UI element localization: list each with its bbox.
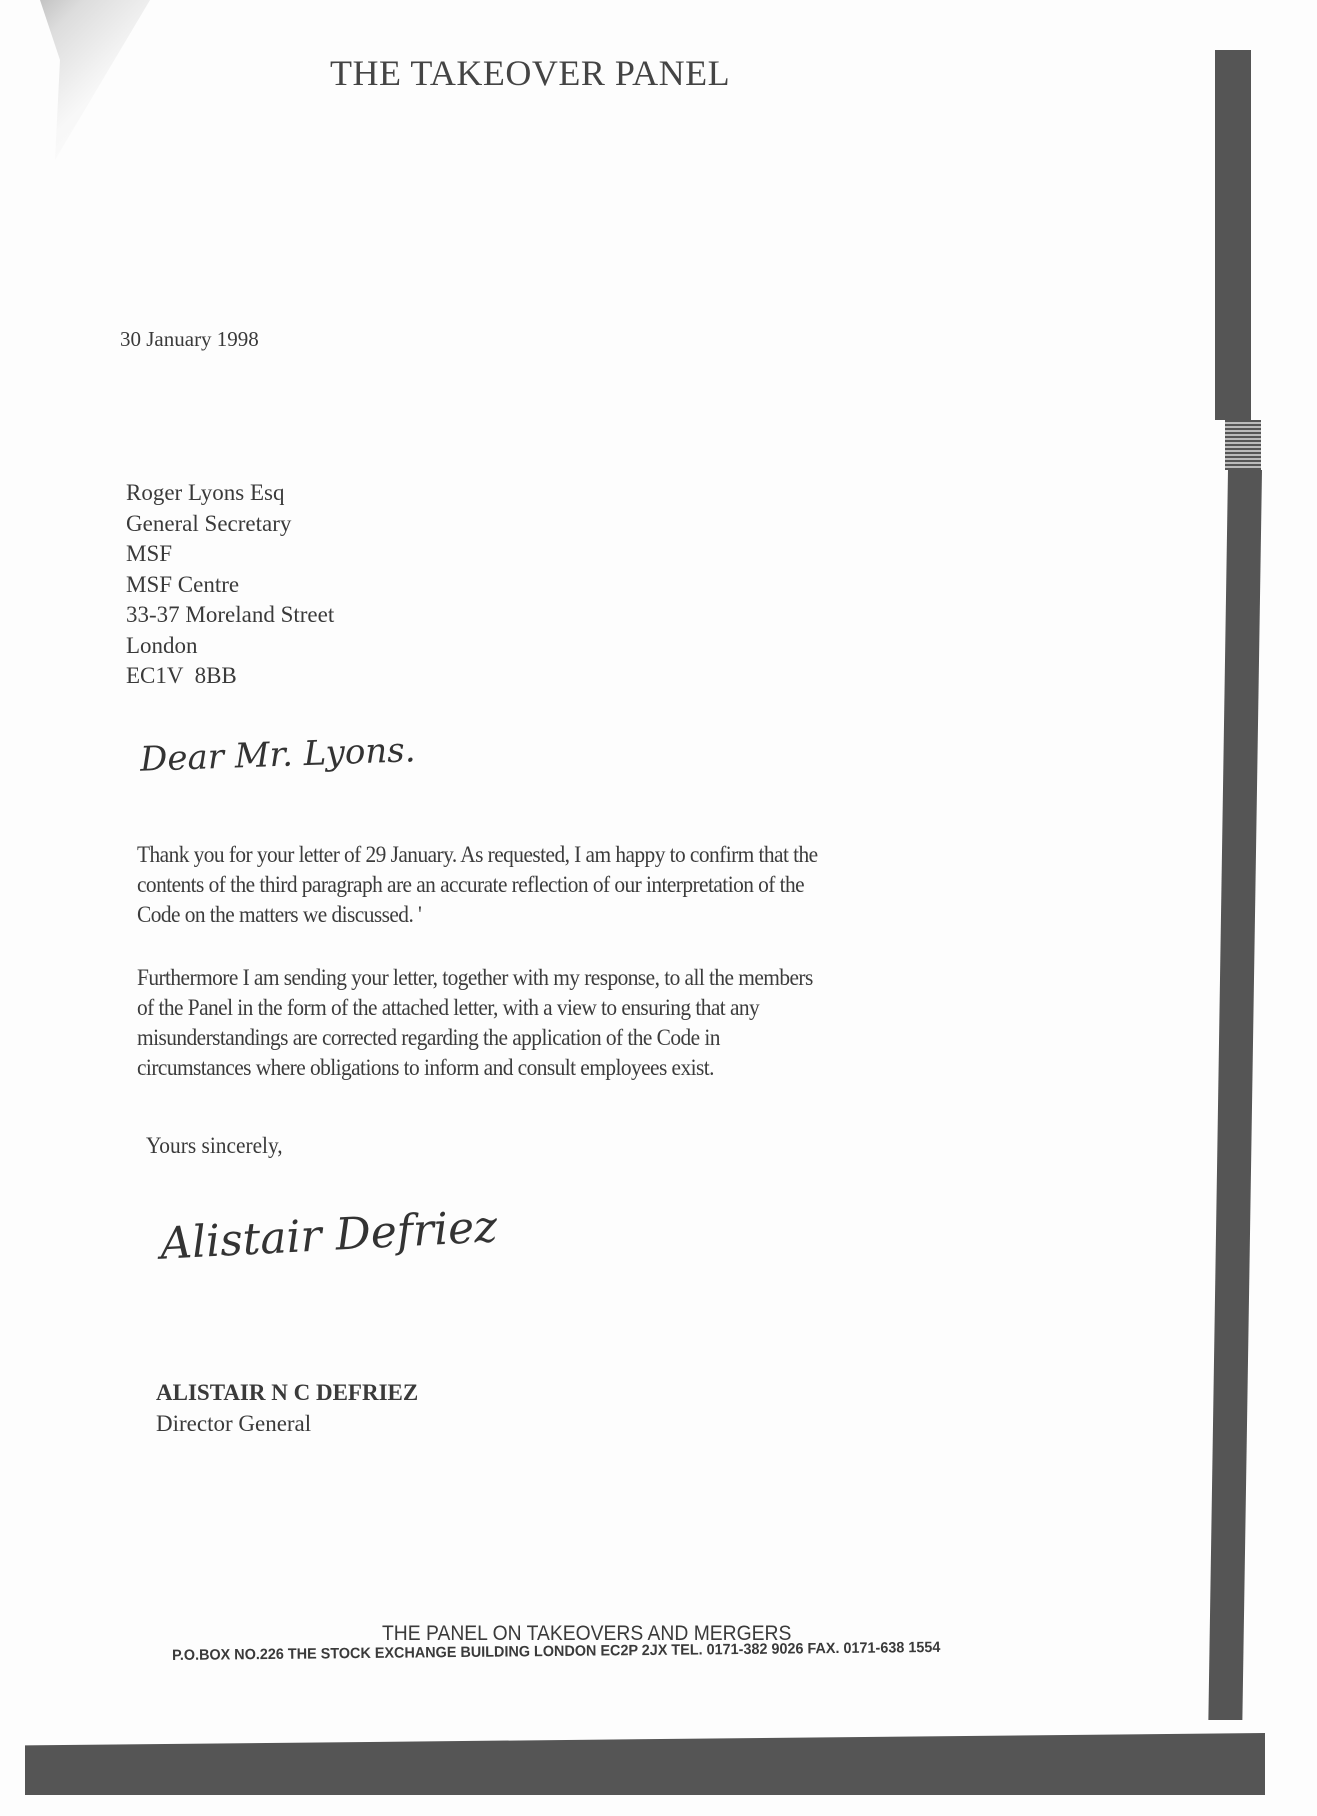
paragraph-line: circumstances where obligations to inform and consult employees exist. bbox=[137, 1055, 714, 1080]
body-paragraph-2 bbox=[137, 963, 1021, 1083]
scan-edge-bar-bottom bbox=[25, 1733, 1265, 1795]
paragraph-line: Code on the matters we discussed. ' bbox=[137, 902, 422, 927]
address-line: MSF Centre bbox=[126, 571, 240, 597]
address-line: EC1V 8BB bbox=[126, 663, 237, 688]
signer-title: Director General bbox=[156, 1411, 312, 1436]
handwritten-salutation: Dear Mr. Lyons. bbox=[139, 730, 417, 780]
address-line: MSF bbox=[126, 541, 173, 566]
paragraph-line: contents of the third paragraph are an accurate reflection of our interpretation of the bbox=[137, 872, 805, 897]
scan-edge-bar-right-gap bbox=[1225, 420, 1261, 470]
paragraph-line: of the Panel in the form of the attached letter, with a view to ensuring that any bbox=[137, 995, 760, 1020]
signer-name: ALISTAIR N C DEFRIEZ bbox=[156, 1380, 419, 1405]
address-line: General Secretary bbox=[126, 510, 292, 536]
footer-address: P.O.BOX NO.226 THE STOCK EXCHANGE BUILDING LONDON EC2P 2JX TEL. 0171-382 9026 FAX. 0171-638 1554 bbox=[172, 1638, 941, 1664]
paragraph-line: Furthermore I am sending your letter, together with my response, to all the members bbox=[137, 965, 813, 990]
paragraph-line: Thank you for your letter of 29 January. As requested, I am happy to confirm that the bbox=[137, 842, 818, 867]
handwritten-signature: Alistair Defriez bbox=[158, 1201, 499, 1270]
footer-organization: THE PANEL ON TAKEOVERS AND MERGERS bbox=[382, 1622, 792, 1645]
letter-date: 30 January 1998 bbox=[120, 327, 259, 351]
scan-corner-shadow bbox=[0, 0, 160, 180]
address-line: Roger Lyons Esq bbox=[126, 480, 285, 505]
recipient-address bbox=[126, 478, 334, 692]
body-paragraph-1 bbox=[137, 840, 1021, 930]
closing: Yours sincerely, bbox=[146, 1133, 283, 1158]
paragraph-line: misunderstandings are corrected regarding the application of the Code in bbox=[137, 1025, 720, 1050]
address-line: 33-37 Moreland Street bbox=[126, 602, 335, 627]
address-line: London bbox=[126, 632, 198, 658]
scan-edge-bar-right-lower bbox=[1208, 470, 1262, 1720]
letterhead-title: THE TAKEOVER PANEL bbox=[330, 53, 731, 93]
scan-edge-bar-right bbox=[1215, 50, 1251, 420]
